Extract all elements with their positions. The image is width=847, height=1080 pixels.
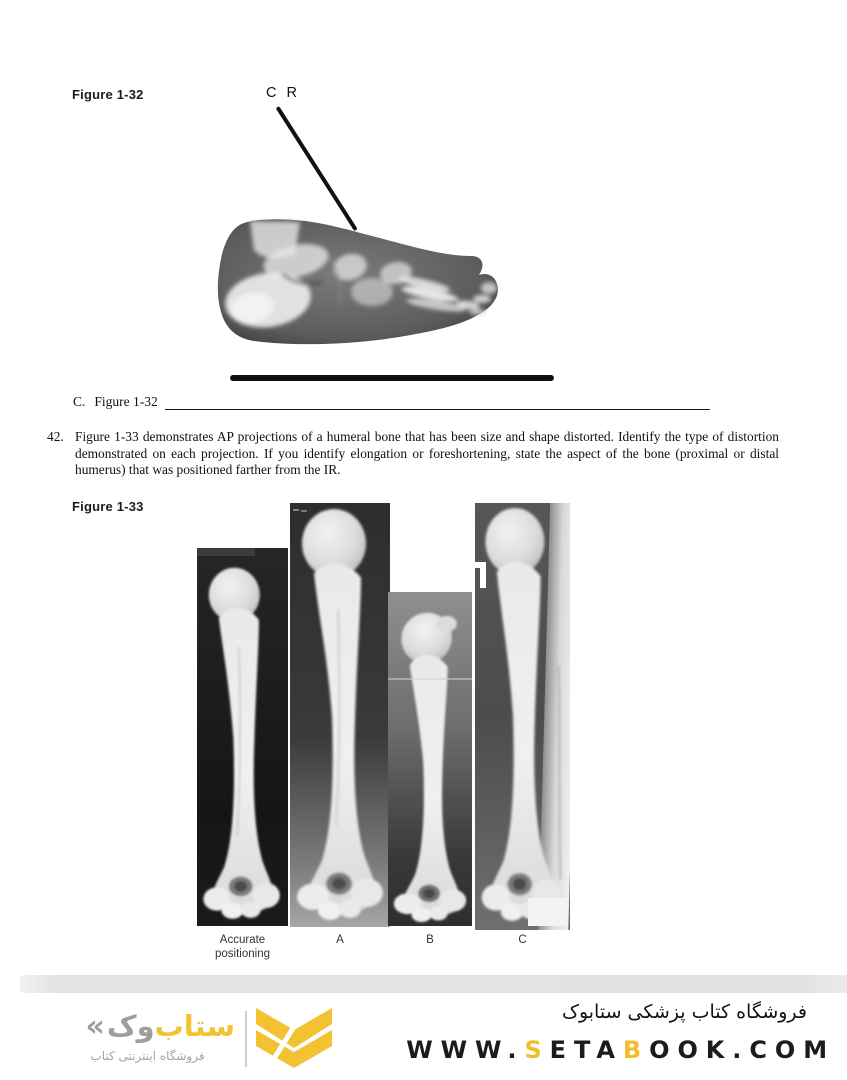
humerus-xray-c — [475, 503, 570, 930]
url-segment: B — [622, 1036, 650, 1064]
footer — [0, 993, 847, 1080]
website-url[interactable] — [406, 1036, 835, 1064]
xray-panel-c — [475, 503, 570, 930]
url-segment: ETA — [549, 1036, 623, 1064]
film-scan-line-artifact — [388, 678, 472, 680]
central-ray-label: C R — [266, 85, 300, 101]
url-segment: WWW. — [406, 1036, 525, 1064]
figure-1-32-label: Figure 1-32 — [72, 87, 144, 102]
figure-1-33-label: Figure 1-33 — [72, 499, 144, 514]
xray-panel-a — [290, 503, 390, 927]
question-number: 42. — [47, 429, 64, 444]
setabook-emblem-icon[interactable] — [256, 1006, 332, 1068]
foot-lateral-xray-image — [210, 212, 502, 350]
caption-accurate-positioning: Accurate positioning — [215, 934, 270, 960]
logo-tagline: فروشگاه اینترنتی کتاب — [90, 1049, 205, 1063]
humerus-xray-a — [290, 503, 390, 927]
image-receptor-bar — [230, 375, 554, 381]
answer-line-c — [73, 394, 710, 410]
caption-a: A — [336, 934, 344, 946]
answer-letter: C. — [73, 394, 86, 409]
answer-blank-line[interactable] — [165, 395, 710, 410]
caption-b: B — [426, 934, 434, 946]
url-segment: OOK.COM — [649, 1036, 835, 1064]
setabook-wordmark[interactable] — [60, 1007, 235, 1043]
question-text: Figure 1-33 demonstrates AP projections of a humeral bone that has been size and shape distorted. Identify the type of distortion demonstrated on each projection. If you identify elongation or foreshortening, state the aspect of the bone (proximal or distal humerus) that was positioned farther from the IR. — [75, 429, 779, 478]
humerus-xray-accurate — [197, 548, 288, 926]
url-segment: S — [524, 1036, 550, 1064]
xray-panel-accurate — [197, 548, 288, 926]
wordmark-yellow-part: ستاب — [154, 1009, 235, 1043]
guillemet-icon: « — [85, 1009, 105, 1044]
xray-panel-b — [388, 592, 472, 926]
wordmark-gray-part: وک — [106, 1009, 155, 1043]
answer-figure-ref: Figure 1-32 — [94, 394, 158, 409]
page-edge-band — [20, 975, 847, 993]
question-42 — [47, 429, 779, 479]
store-name: فروشگاه کتاب پزشکی ستابوک — [561, 1001, 807, 1023]
humerus-xray-b — [388, 592, 472, 926]
logo-divider — [245, 1011, 247, 1067]
handwriting-scribble — [559, 666, 561, 879]
caption-c: C — [518, 934, 527, 946]
film-white-patch — [528, 898, 568, 926]
lead-l-marker — [470, 562, 486, 588]
